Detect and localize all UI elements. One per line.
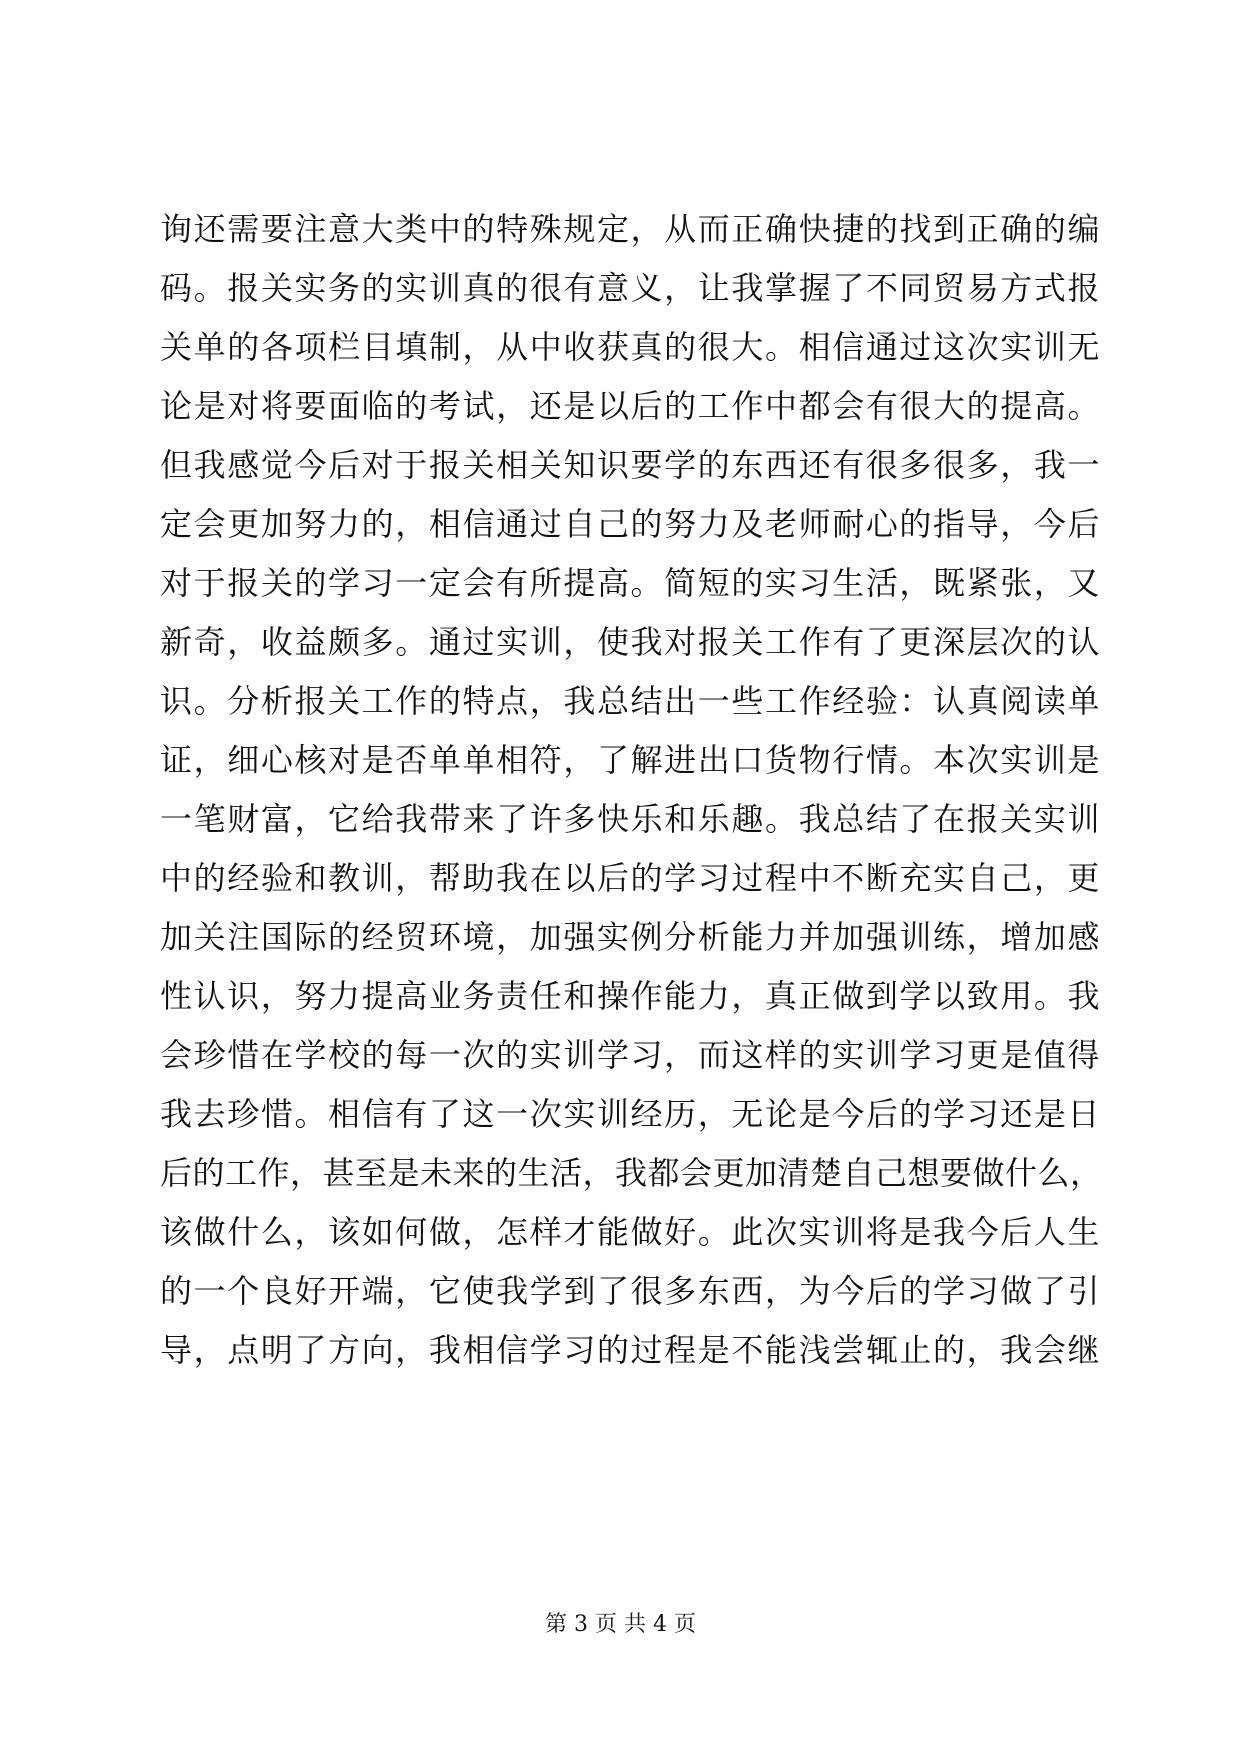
page-number-footer: 第 3 页 共 4 页 [545,1612,696,1637]
text-line: 证，细心核对是否单单相符，了解进出口货物行情。本次实训是 [160,741,1100,779]
text-line: 中的经验和教训，帮助我在以后的学习过程中不断充实自己，更 [160,859,1100,897]
text-line: 性认识，努力提高业务责任和操作能力，真正做到学以致用。我 [160,977,1100,1015]
text-line: 会珍惜在学校的每一次的实训学习，而这样的实训学习更是值得 [160,1036,1100,1074]
text-line: 的一个良好开端，它使我学到了很多东西，为今后的学习做了引 [160,1272,1100,1310]
text-line: 识。分析报关工作的特点，我总结出一些工作经验：认真阅读单 [160,682,1100,720]
text-line: 论是对将要面临的考试，还是以后的工作中都会有很大的提高。 [160,387,1100,425]
text-line: 一笔财富，它给我带来了许多快乐和乐趣。我总结了在报关实训 [160,800,1100,838]
text-line: 导，点明了方向，我相信学习的过程是不能浅尝辄止的，我会继 [160,1331,1100,1369]
text-line: 询还需要注意大类中的特殊规定，从而正确快捷的找到正确的编 [160,210,1100,248]
text-line: 定会更加努力的，相信通过自己的努力及老师耐心的指导，今后 [160,505,1100,543]
text-line: 加关注国际的经贸环境，加强实例分析能力并加强训练，增加感 [160,918,1100,956]
body-text [160,200,1103,1380]
text-line: 对于报关的学习一定会有所提高。简短的实习生活，既紧张，又 [160,564,1100,602]
text-line: 后的工作，甚至是未来的生活，我都会更加清楚自己想要做什么， [160,1154,1103,1192]
text-line: 但我感觉今后对于报关相关知识要学的东西还有很多很多，我一 [160,446,1100,484]
text-line: 我去珍惜。相信有了这一次实训经历，无论是今后的学习还是日 [160,1095,1100,1133]
text-line: 码。报关实务的实训真的很有意义，让我掌握了不同贸易方式报 [160,269,1100,307]
text-line: 该做什么，该如何做，怎样才能做好。此次实训将是我今后人生 [160,1213,1100,1251]
text-line: 新奇，收益颇多。通过实训，使我对报关工作有了更深层次的认 [160,623,1100,661]
text-line: 关单的各项栏目填制，从中收获真的很大。相信通过这次实训无 [160,328,1100,366]
